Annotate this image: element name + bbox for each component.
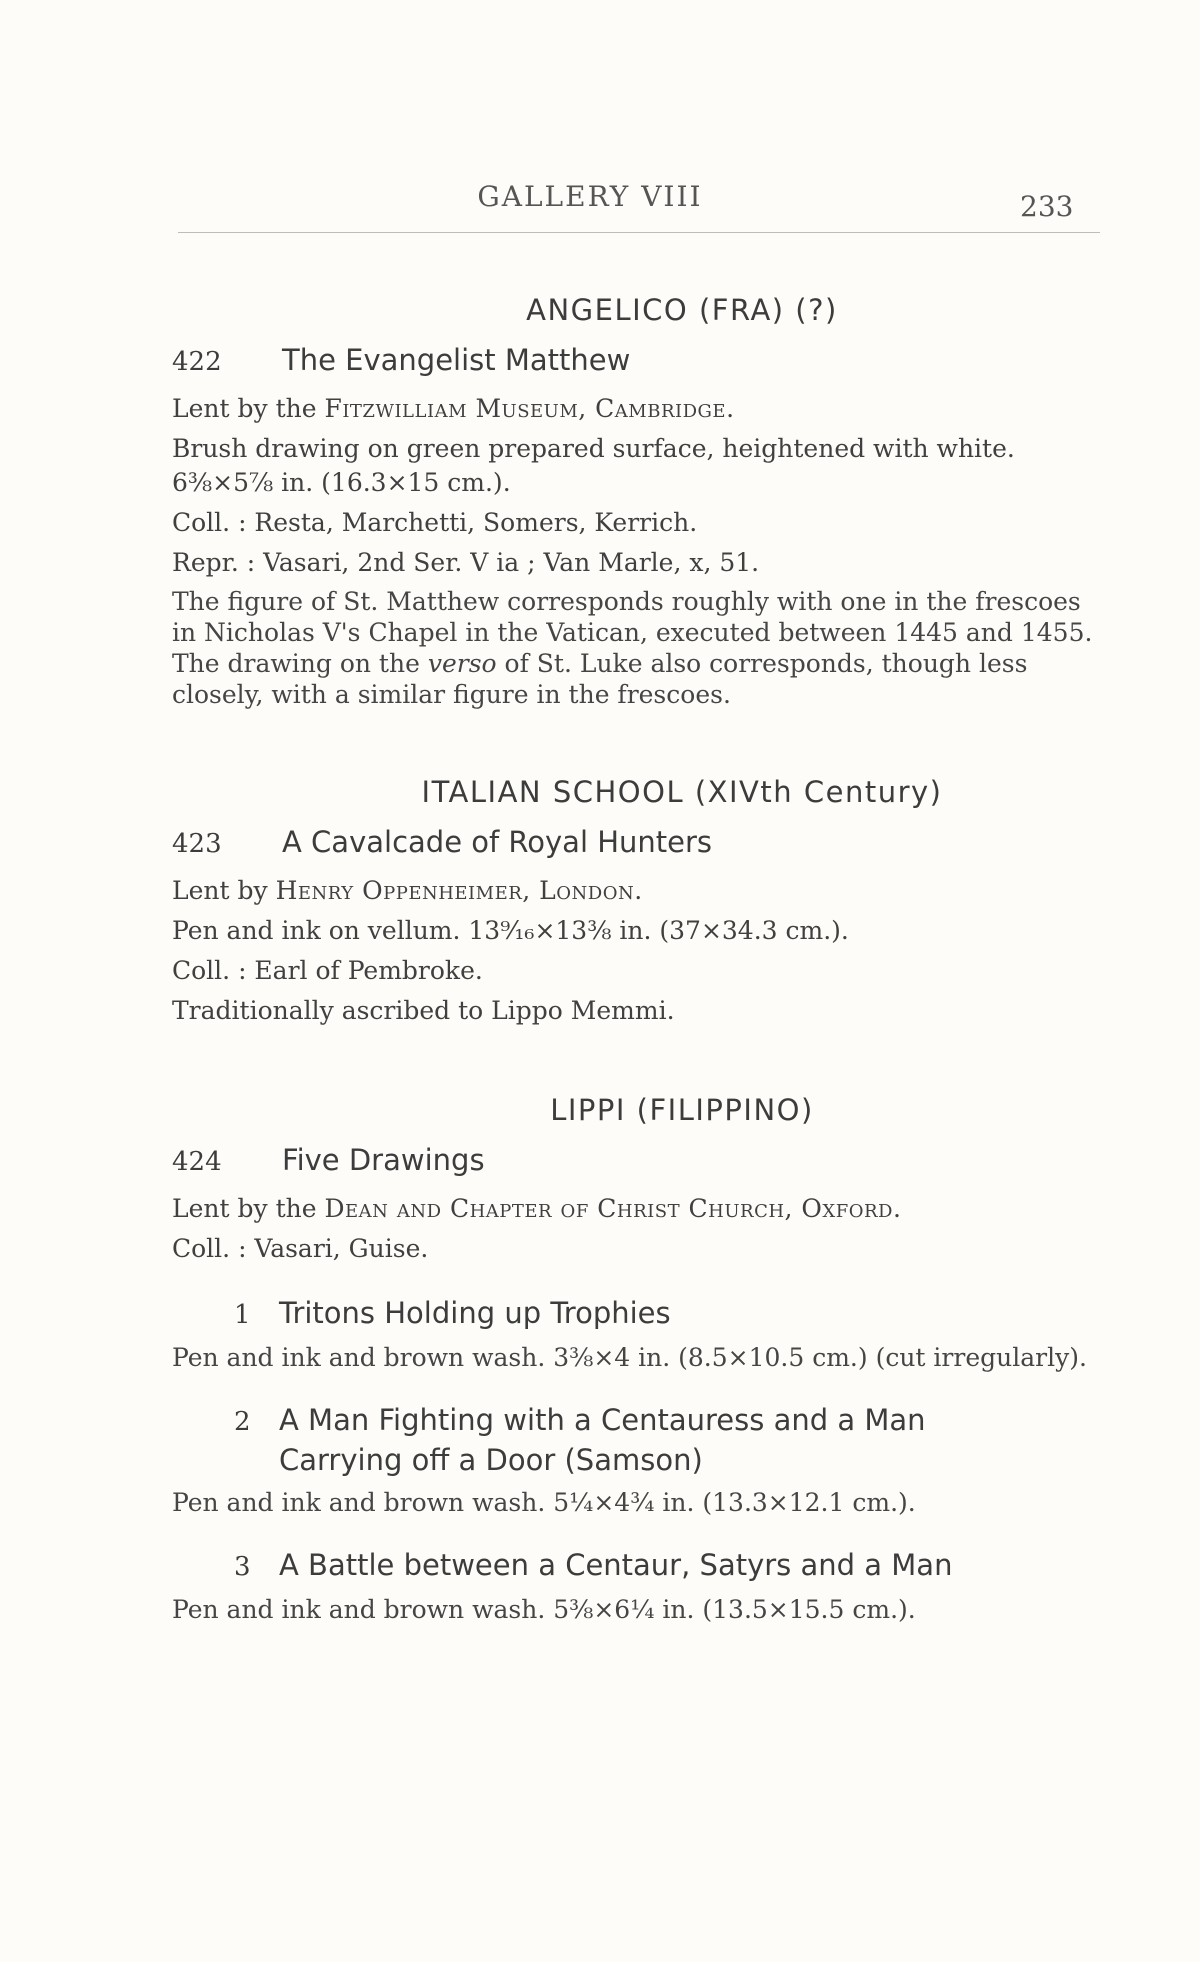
- sub-drawing-description: Pen and ink and brown wash. 5⅜×6¼ in. (13.5×15.5 cm.).: [172, 1595, 916, 1624]
- entry-note: [172, 586, 1102, 710]
- sub-drawing-title: A Battle between a Centaur, Satyrs and a Man: [279, 1548, 953, 1582]
- artist-heading: ITALIAN SCHOOL (XIVth Century): [421, 775, 943, 809]
- sub-drawing-3: [172, 1546, 1102, 1625]
- entry-number: 424: [172, 1147, 222, 1177]
- lent-prefix: Lent by the: [172, 394, 317, 423]
- lent-prefix: Lent by the: [172, 1194, 317, 1223]
- sub-drawing-1: [172, 1294, 1102, 1373]
- medium-line: Pen and ink on vellum. 13⁹⁄₁₆×13⅜ in. (37×34.3 cm.).: [172, 916, 849, 945]
- page-number: 233: [1020, 190, 1074, 223]
- entry-heading: [172, 1140, 1102, 1182]
- sub-drawing-heading: [172, 1546, 1102, 1586]
- sub-drawing-title-continued: Carrying off a Door (Samson): [279, 1443, 703, 1477]
- medium-line: Brush drawing on green prepared surface, heightened with white.: [172, 434, 1015, 463]
- lender-line: [172, 874, 1102, 908]
- sub-drawing-heading: [172, 1401, 1102, 1479]
- sub-drawing-number: 3: [234, 1552, 251, 1582]
- lender-line: [172, 1192, 1102, 1226]
- sub-drawing-number: 2: [234, 1407, 251, 1437]
- entry-title: Five Drawings: [282, 1143, 485, 1177]
- reproduction-line: Repr. : Vasari, 2nd Ser. V ia ; Van Marle, x, 51.: [172, 548, 760, 577]
- catalogue-content: [172, 290, 1102, 1625]
- lender-name: Dean and Chapter of Christ Church, Oxford.: [324, 1194, 902, 1223]
- artist-heading: ANGELICO (FRA) (?): [526, 293, 838, 327]
- collection-line: Coll. : Resta, Marchetti, Somers, Kerrich.: [172, 508, 698, 537]
- lender-name: Henry Oppenheimer, London.: [275, 876, 643, 905]
- note-text-end: of St. Luke also corresponds, though less closely, with a similar figure in the frescoes.: [172, 649, 1028, 709]
- entry-heading: [172, 822, 1102, 864]
- entry-number: 423: [172, 829, 222, 859]
- entry-424: [172, 1090, 1102, 1625]
- header-rule: [178, 232, 1100, 233]
- note-text: The figure of St. Matthew corresponds roughly with one in the frescoes in Nicholas V's Chapel in the Vatican, executed between 1445 and 1455. The drawing on the: [172, 587, 1093, 678]
- entry-423: [172, 772, 1102, 1028]
- note-italic: verso: [427, 649, 497, 678]
- entry-title: A Cavalcade of Royal Hunters: [282, 825, 713, 859]
- entry-422: [172, 290, 1102, 710]
- lender-name: Fitzwilliam Museum, Cambridge.: [324, 394, 735, 423]
- sub-drawing-description: Pen and ink and brown wash. 3⅜×4 in. (8.5×10.5 cm.) (cut irregularly).: [172, 1343, 1087, 1372]
- running-title: GALLERY VIII: [477, 180, 703, 213]
- entry-title: The Evangelist Matthew: [282, 343, 631, 377]
- dimensions-line: 6⅜×5⅞ in. (16.3×15 cm.).: [172, 468, 511, 497]
- sub-drawing-2: [172, 1401, 1102, 1518]
- entry-number: 422: [172, 347, 222, 377]
- collection-line: Coll. : Earl of Pembroke.: [172, 956, 483, 985]
- sub-drawing-title: Tritons Holding up Trophies: [279, 1296, 671, 1330]
- sub-drawing-description: Pen and ink and brown wash. 5¼×4¾ in. (13.3×12.1 cm.).: [172, 1488, 916, 1517]
- running-head: [0, 180, 1200, 223]
- lent-prefix: Lent by: [172, 876, 268, 905]
- entry-note: Traditionally ascribed to Lippo Memmi.: [172, 996, 675, 1025]
- lender-line: [172, 392, 1102, 426]
- sub-drawing-title: A Man Fighting with a Centauress and a Man: [279, 1403, 926, 1437]
- artist-heading: LIPPI (FILIPPINO): [550, 1093, 814, 1127]
- sub-drawing-number: 1: [234, 1300, 251, 1330]
- entry-heading: [172, 340, 1102, 382]
- collection-line: Coll. : Vasari, Guise.: [172, 1234, 429, 1263]
- sub-drawing-heading: [172, 1294, 1102, 1334]
